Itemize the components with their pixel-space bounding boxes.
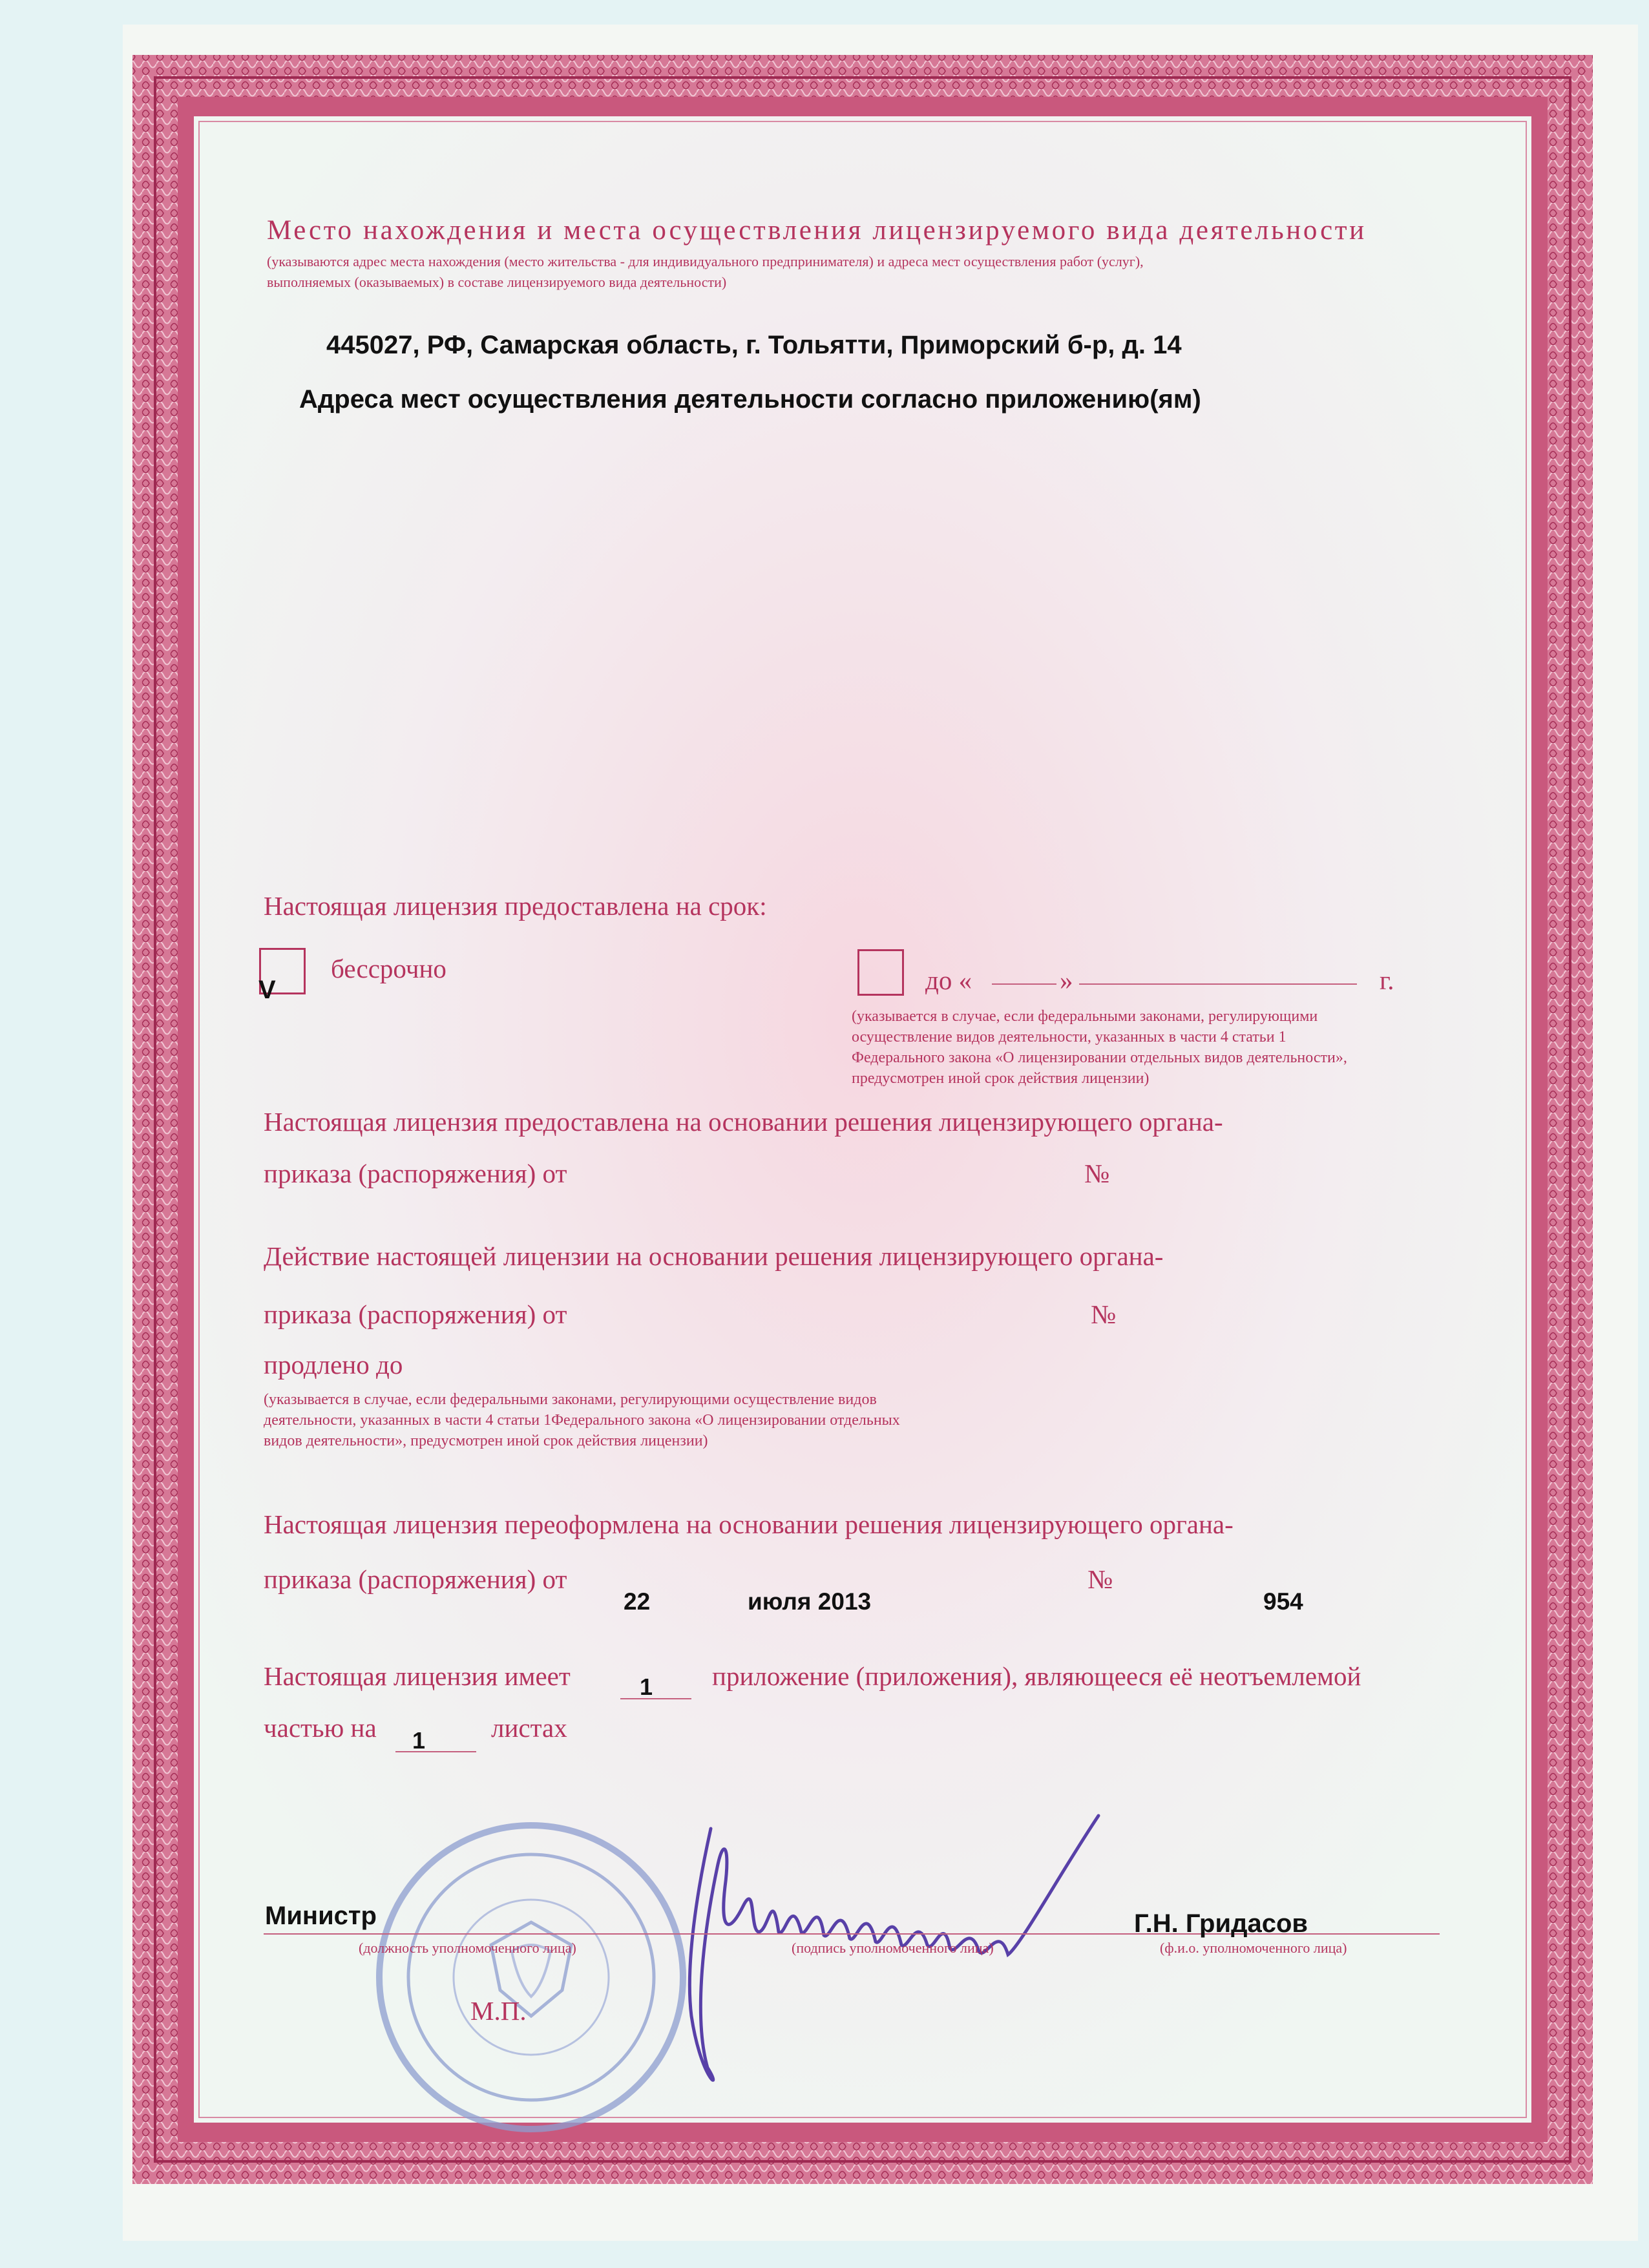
term-note-line4: предусмотрен иной срок действия лицензии) <box>852 1070 1150 1087</box>
extension-line3: продлено до <box>264 1350 403 1380</box>
position-caption: (должность уполномоченного лица) <box>359 1940 576 1956</box>
extension-note-line1: (указывается в случае, если федеральными законами, регулирующими осуществление видов <box>264 1391 877 1408</box>
until-mid: » <box>1060 965 1073 995</box>
until-date-line <box>1079 983 1357 985</box>
sheets-prefix: частью на <box>264 1713 377 1743</box>
until-year-suffix: г. <box>1380 965 1394 995</box>
sheets-suffix: листах <box>491 1713 567 1743</box>
stamp-place-label: М.П. <box>470 1996 527 2026</box>
fixed-term-checkbox <box>857 949 904 996</box>
appendix-count: 1 <box>640 1674 653 1700</box>
term-note-line2: осуществление видов деятельности, указанных в части 4 статьи 1 <box>852 1029 1287 1045</box>
signatory-position: Министр <box>265 1902 377 1930</box>
sheets-count: 1 <box>412 1727 426 1754</box>
reissue-number: 954 <box>1263 1588 1303 1615</box>
unlimited-check-mark: V <box>258 976 276 1004</box>
reissue-month-year: июля 2013 <box>748 1588 872 1615</box>
basis-number-sign: № <box>1084 1159 1110 1188</box>
reissue-line2: приказа (распоряжения) от <box>264 1564 567 1594</box>
appendix-suffix: приложение (приложения), являющееся её неотъемлемой <box>712 1661 1361 1691</box>
until-day-line <box>992 983 1056 985</box>
term-note-line3: Федерального закона «О лицензировании отдельных видов деятельности», <box>852 1049 1347 1066</box>
activity-places-note: Адреса мест осуществления деятельности согласно приложению(ям) <box>299 385 1201 414</box>
reissue-line1: Настоящая лицензия переоформлена на основании решения лицензирующего органа- <box>264 1509 1234 1539</box>
unlimited-label: бессрочно <box>331 954 446 983</box>
name-caption: (ф.и.о. уполномоченного лица) <box>1160 1940 1347 1956</box>
basis-line1: Настоящая лицензия предоставлена на основании решения лицензирующего органа- <box>264 1107 1223 1137</box>
term-note-line1: (указывается в случае, если федеральными законами, регулирующими <box>852 1008 1318 1025</box>
header-hint-line2: выполняемых (оказываемых) в составе лицензируемого вида деятельности) <box>267 274 727 290</box>
appendix-count-line <box>620 1698 691 1699</box>
signature-caption: (подпись уполномоченного лица) <box>792 1940 994 1956</box>
basis-line2: приказа (распоряжения) от <box>264 1159 567 1188</box>
sheets-count-line <box>395 1751 476 1752</box>
signatory-name: Г.Н. Гридасов <box>1134 1909 1308 1938</box>
appendix-prefix: Настоящая лицензия имеет <box>264 1661 571 1691</box>
reissue-day: 22 <box>624 1588 651 1615</box>
extension-note-line3: видов деятельности», предусмотрен иной срок действия лицензии) <box>264 1433 708 1449</box>
extension-number-sign: № <box>1091 1299 1117 1329</box>
header-hint-line1: (указываются адрес места нахождения (место жительства - для индивидуального предпринимателя) и адреса мест осуществления работ (услуг), <box>267 253 1144 269</box>
reissue-number-sign: № <box>1087 1564 1113 1594</box>
license-address: 445027, РФ, Самарская область, г. Тольятти, Приморский б-р, д. 14 <box>326 331 1182 359</box>
extension-note-line2: деятельности, указанных в части 4 статьи 1Федерального закона «О лицензировании отдельных <box>264 1412 900 1429</box>
until-prefix: до « <box>925 965 972 995</box>
extension-line2: приказа (распоряжения) от <box>264 1299 567 1329</box>
extension-line1: Действие настоящей лицензии на основании решения лицензирующего органа- <box>264 1241 1164 1271</box>
term-label: Настоящая лицензия предоставлена на срок: <box>264 891 767 921</box>
header-title: Место нахождения и места осуществления лицензируемого вида деятельности <box>267 215 1367 246</box>
